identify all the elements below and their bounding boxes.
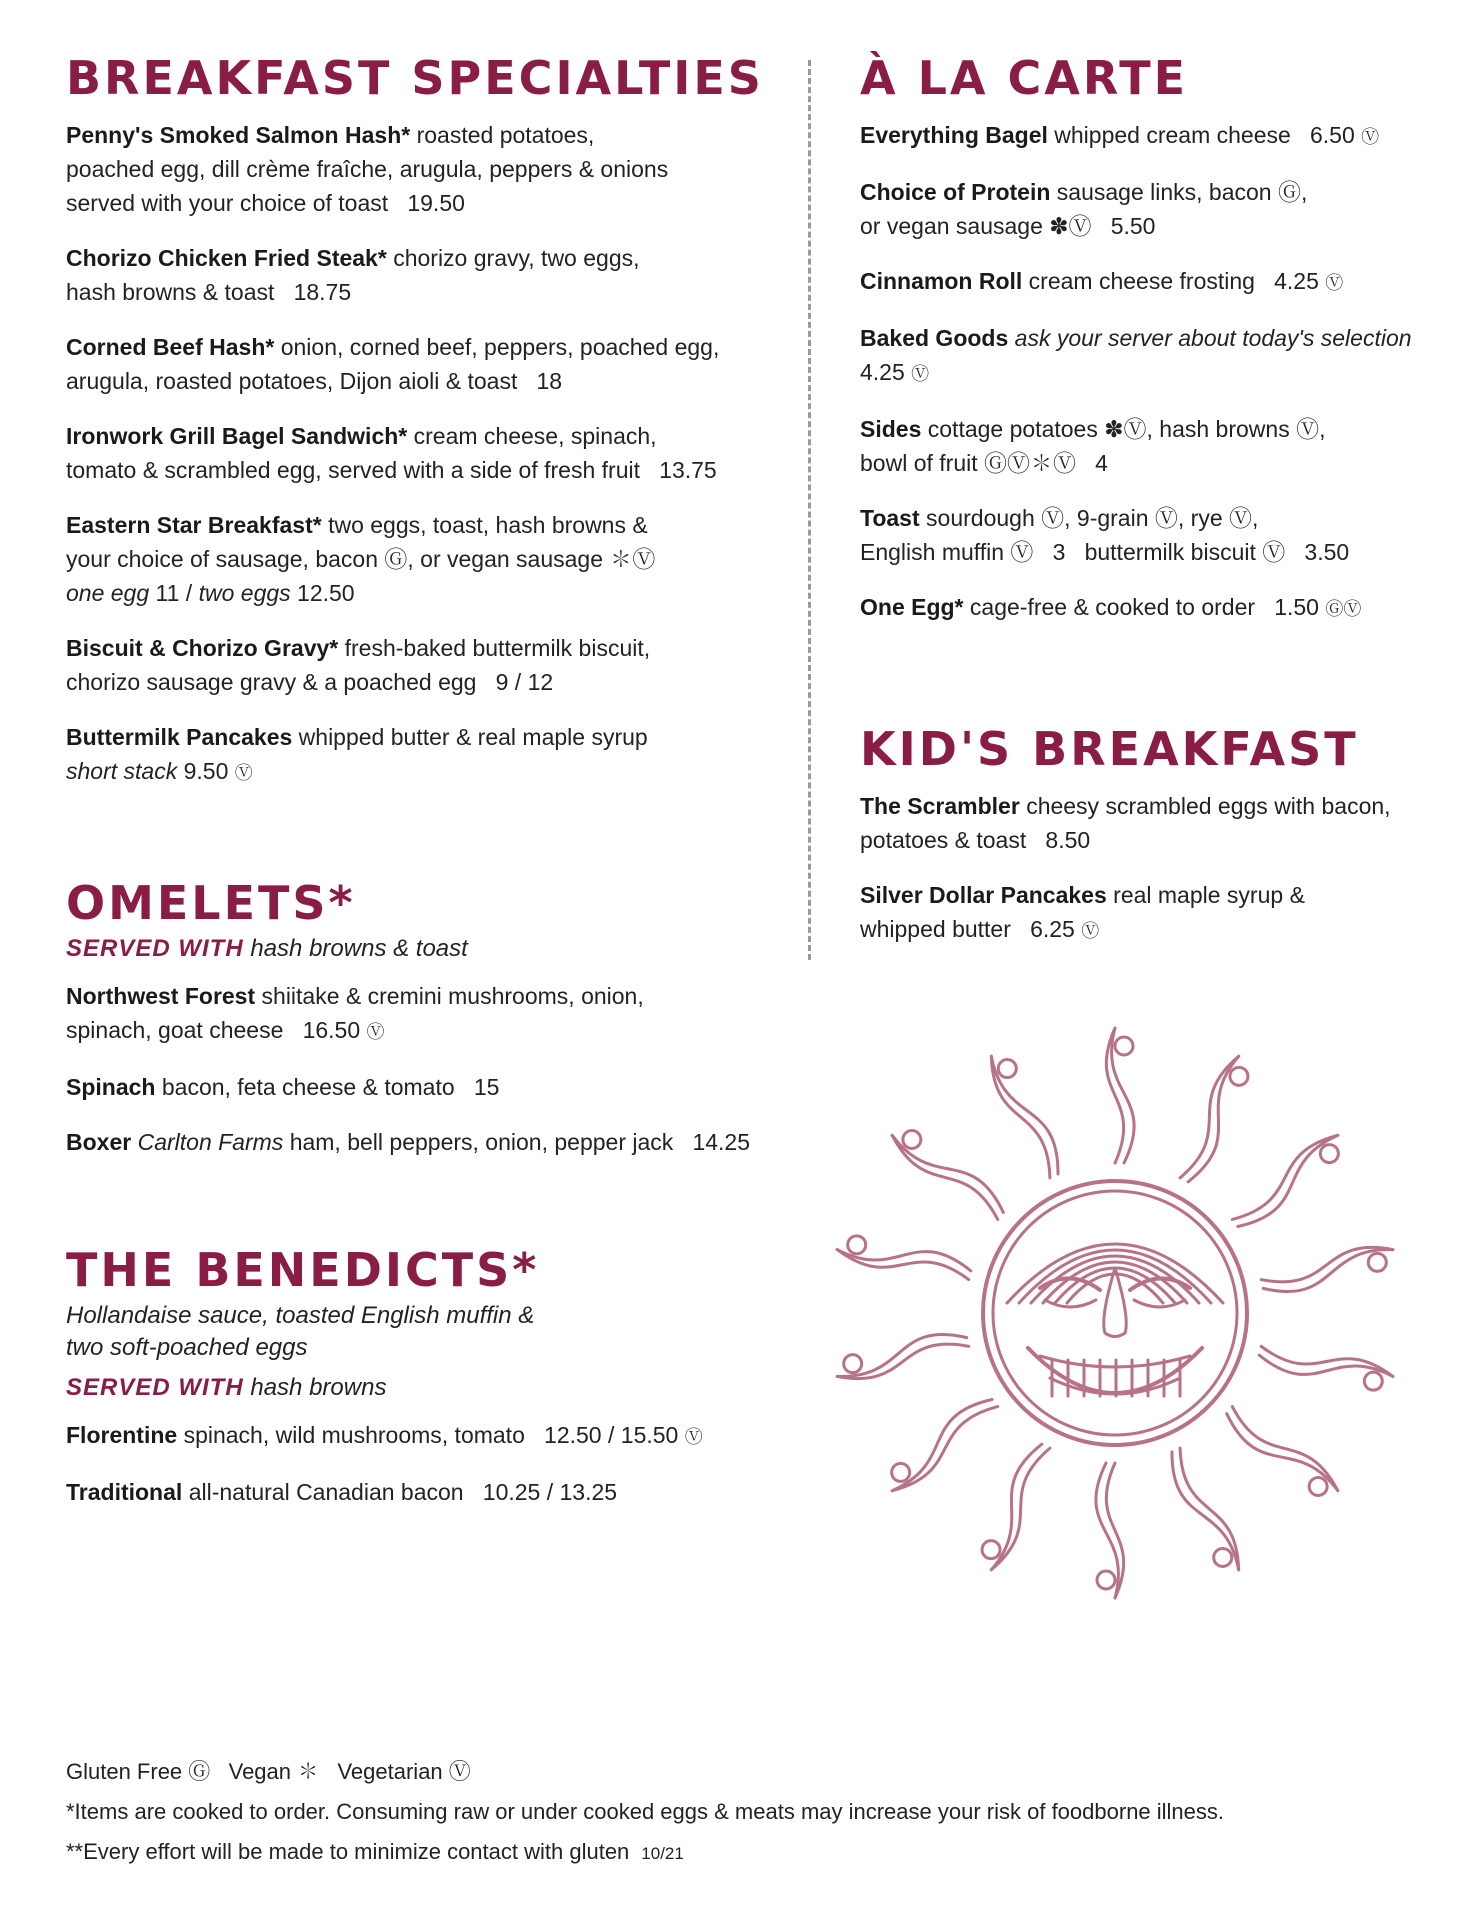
menu-item: Cinnamon Roll cream cheese frosting 4.25 Ⓥ (860, 268, 1344, 294)
menu-item: Northwest Forest shiitake & cremini mushrooms, onion, spinach, goat cheese 16.50 Ⓥ (66, 983, 644, 1043)
vegetarian-icon: Ⓥ (1361, 127, 1380, 147)
menu-item: Boxer Carlton Farms ham, bell peppers, onion, pepper jack 14.25 (66, 1129, 750, 1155)
vegetarian-icon: Ⓥ (1325, 273, 1344, 293)
menu-item: Spinach bacon, feta cheese & tomato 15 (66, 1074, 500, 1100)
vegetarian-icon: Ⓥ (366, 1022, 385, 1042)
menu-version: 10/21 (641, 1844, 684, 1863)
vegetarian-icon: Ⓥ (911, 364, 930, 384)
menu-item: Florentine spinach, wild mushrooms, tomato 12.50 / 15.50 Ⓥ (66, 1422, 703, 1448)
breakfast-specialties-heading: BREAKFAST SPECIALTIES (66, 51, 764, 105)
menu-item: Sides cottage potatoes ✽Ⓥ, hash browns Ⓥ, bowl of fruit ⒼⓋ✽Ⓥ 4 (860, 416, 1326, 476)
benedicts-served-with: SERVED WITH hash browns (66, 1374, 387, 1401)
sun-face-illustration (800, 1018, 1430, 1608)
menu-item: Corned Beef Hash* onion, corned beef, peppers, poached egg, arugula, roasted potatoes, Dijon aioli & toast 18 (66, 334, 720, 394)
menu-item: Baked Goods ask your server about today's selection 4.25 Ⓥ (860, 325, 1412, 385)
a-la-carte-heading: À LA CARTE (860, 51, 1189, 105)
vegetarian-icon: Ⓥ (234, 763, 253, 783)
left-column (66, 48, 776, 1530)
right-column (860, 48, 1440, 969)
menu-item: Everything Bagel whipped cream cheese 6.50 Ⓥ (860, 122, 1380, 148)
gluten-free-vegetarian-icon: ⒼⓋ (1325, 599, 1362, 619)
column-divider (808, 60, 811, 960)
omelets-served-with: SERVED WITH hash browns & toast (66, 935, 468, 962)
menu-item: Traditional all-natural Canadian bacon 10.25 / 13.25 (66, 1479, 618, 1505)
menu-item: One Egg* cage-free & cooked to order 1.50 ⒼⓋ (860, 594, 1362, 620)
menu-item: Chorizo Chicken Fried Steak* chorizo gravy, two eggs, hash browns & toast 18.75 (66, 245, 640, 305)
menu-item: Penny's Smoked Salmon Hash* roasted potatoes, poached egg, dill crème fraîche, arugula, peppers & onions served with your choice of toast 19.50 (66, 122, 669, 216)
footer (66, 1752, 1446, 1874)
diet-legend: Gluten Free Ⓖ Vegan ✽ Vegetarian Ⓥ (66, 1759, 471, 1784)
kids-breakfast-heading: KID'S BREAKFAST (860, 722, 1359, 776)
menu-item: Choice of Protein sausage links, bacon Ⓖ, or vegan sausage ✽Ⓥ 5.50 (860, 179, 1308, 239)
menu-item: Buttermilk Pancakes whipped butter & real maple syrup short stack 9.50 Ⓥ (66, 724, 648, 784)
menu-item: Ironwork Grill Bagel Sandwich* cream cheese, spinach, tomato & scrambled egg, served with a side of fresh fruit 13.75 (66, 423, 717, 483)
benedicts-subtitle: Hollandaise sauce, toasted English muffin & two soft-poached eggs (66, 1302, 535, 1361)
omelets-heading: OMELETS* (66, 876, 356, 930)
menu-item: The Scrambler cheesy scrambled eggs with bacon, potatoes & toast 8.50 (860, 793, 1391, 853)
menu-item: Eastern Star Breakfast* two eggs, toast, hash browns & your choice of sausage, bacon Ⓖ, or vegan sausage ✽Ⓥ one egg 11 / two eggs 12.50 (66, 512, 656, 606)
menu-item: Toast sourdough Ⓥ, 9-grain Ⓥ, rye Ⓥ, English muffin Ⓥ 3 buttermilk biscuit Ⓥ 3.50 (860, 505, 1350, 565)
menu-item: Biscuit & Chorizo Gravy* fresh-baked buttermilk biscuit, chorizo sausage gravy & a poached egg 9 / 12 (66, 635, 651, 695)
vegetarian-icon: Ⓥ (684, 1427, 703, 1447)
vegetarian-icon: Ⓥ (1081, 921, 1100, 941)
food-safety-note: *Items are cooked to order. Consuming raw or under cooked eggs & meats may increase your risk of foodborne illness. (66, 1799, 1225, 1824)
menu-item: Silver Dollar Pancakes real maple syrup & whipped butter 6.25 Ⓥ (860, 882, 1305, 942)
benedicts-heading: THE BENEDICTS* (66, 1243, 540, 1297)
gluten-note: **Every effort will be made to minimize contact with gluten 10/21 (66, 1839, 684, 1864)
